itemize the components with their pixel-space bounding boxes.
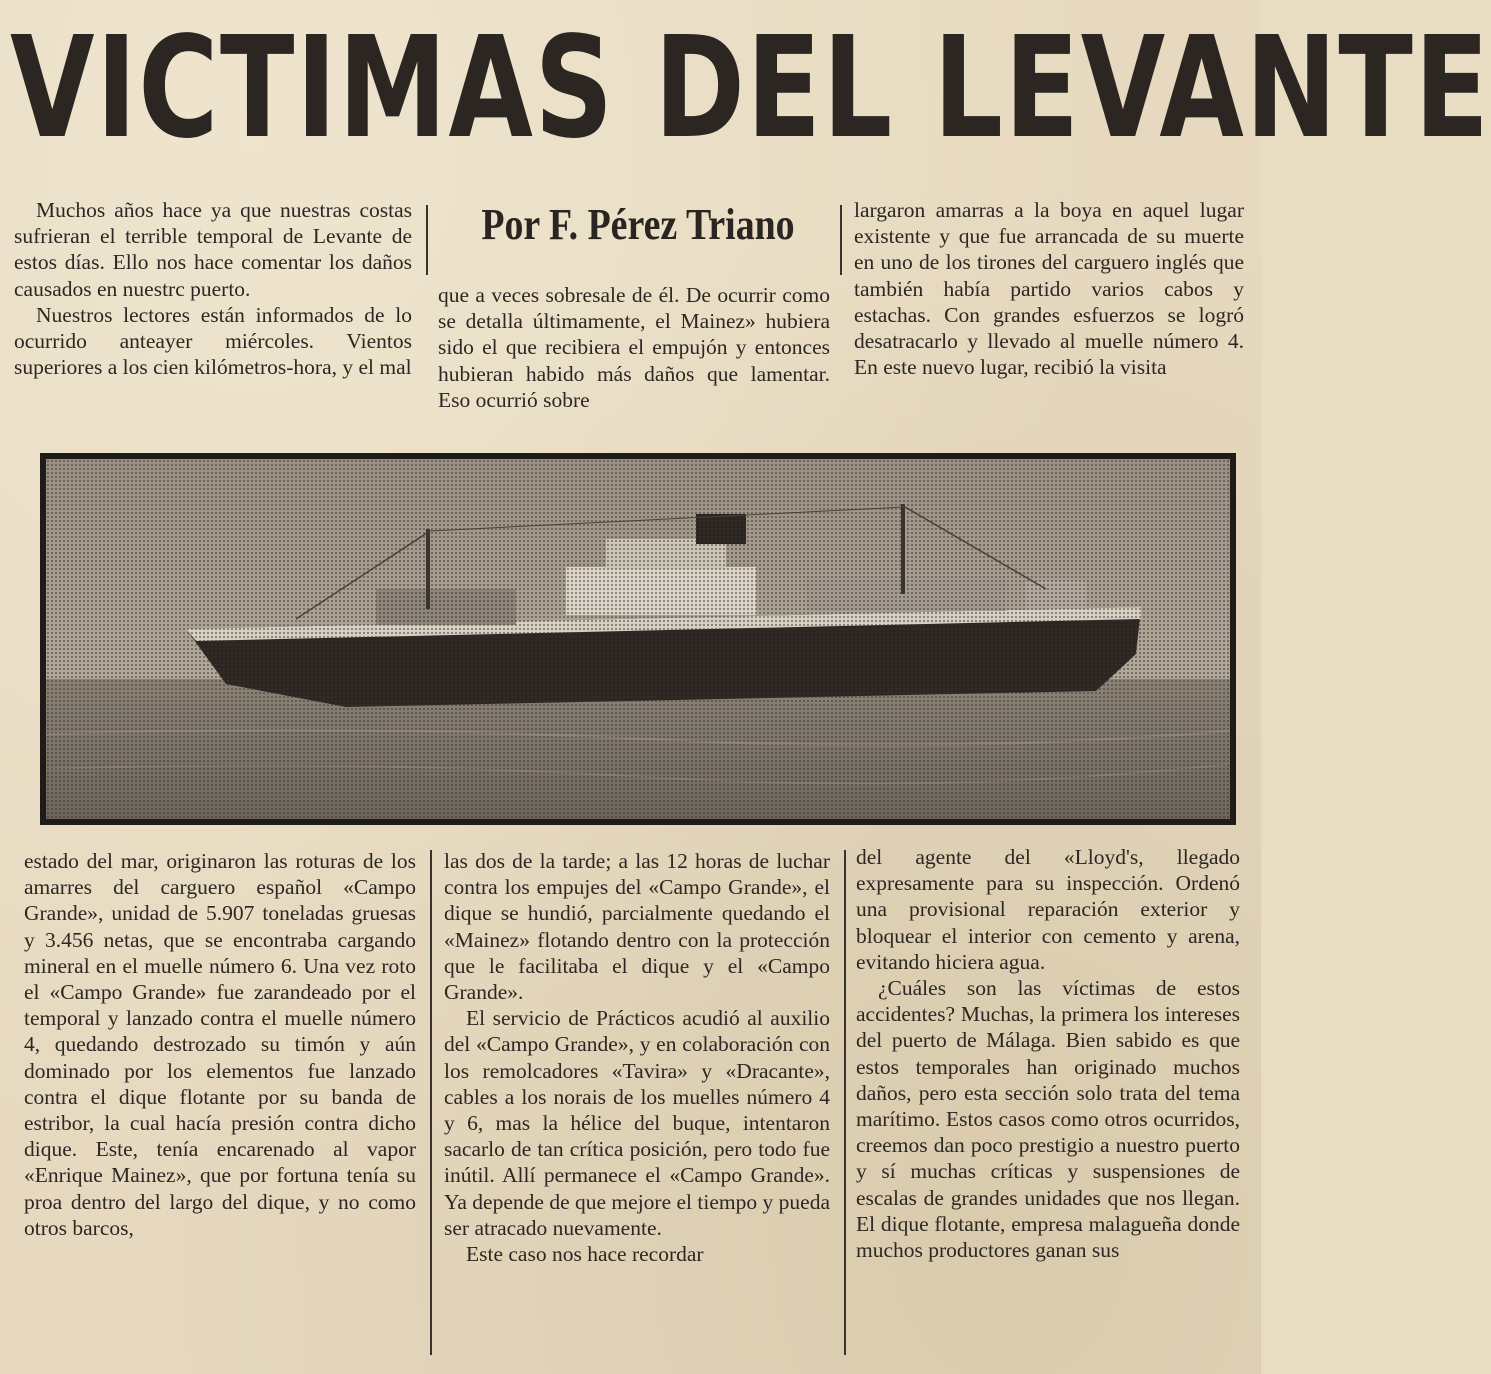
top-column-3 — [854, 197, 1244, 437]
cargo-ship-image — [46, 459, 1230, 819]
bottom-column-3 — [856, 844, 1240, 1358]
paragraph: estado del mar, originaron las roturas de los amarres del carguero español «Campo Grande», unidad de 5.907 toneladas gruesas y 3.456 netas, que se encontraba cargando mineral en el muelle número 6. Una vez roto el «Campo Grande» fue zarandeado por el temporal y lanzado contra el muelle número 4, quedando destrozado su timón y aún dominado por los elementos fue lanzado contra el dique flotante por su banda de estribor, la cual hacía presión contra dicho dique. Este, tenía encarenado al vapor «Enrique Mainez», que por fortuna tenía su proa dentro del largo del dique, y no como otros barcos, — [24, 849, 416, 1240]
top-column-2 — [438, 282, 830, 437]
top-column-1 — [14, 197, 412, 437]
paragraph: Este caso nos hace recordar — [466, 1242, 704, 1267]
paragraph: las dos de la tarde; a las 12 horas de luchar contra los empujes del «Campo Grande», el dique se hundió, parcialmente quedando el «Mainez» flotando dentro con la protección que le facilitaba el dique y el «Campo Grande». — [444, 849, 830, 1005]
byline: Por F. Pérez Triano — [481, 200, 795, 249]
ship-photo — [40, 453, 1236, 825]
paragraph: ¿Cuáles son las víctimas de estos accidentes? Muchas, la primera los intereses del puerto de Málaga. Bien sabido es que estos temporales han originado muchos daños, pero esta sección solo trata del tema marítimo. Estos casos como otros ocurridos, creemos dan poco prestigio a nuestro puerto y sí muchas críticas y suspensiones de escalas de grandes unidades que nos llegan. El dique flotante, empresa malagueña donde muchos productores ganan sus — [856, 976, 1240, 1263]
column-rule — [426, 205, 428, 275]
bottom-column-1 — [24, 848, 416, 1358]
paragraph: que a veces sobresale de él. De ocurrir como se detalla últimamente, el Mainez» hubiera sido el que recibiera el empujón y entonces hubieran habido más daños que lamentar. Eso ocurrió sobre — [438, 283, 830, 412]
paragraph: del agente del «Lloyd's, llegado expresamente para su inspección. Ordenó una provisional reparación exterior y bloquear el interior con cemento y arena, evitando hiciera agua. — [856, 845, 1240, 974]
column-rule — [840, 205, 842, 275]
headline: VICTIMAS DEL LEVANTE — [10, 7, 1491, 170]
paragraph: Muchos años hace ya que nuestras costas sufrieran el terrible temporal de Levante de estos días. Ello nos hace comentar los daños causados en nuestrc puerto. — [14, 198, 412, 301]
column-rule — [430, 850, 432, 1355]
paragraph: El servicio de Prácticos acudió al auxilio del «Campo Grande», y en colaboración con los remolcadores «Tavira» y «Dracante», cables a los norais de los muelles número 4 y 6, mas la hélice del buque, intentaron sacarlo de tan crítica posición, pero todo fue inútil. Allí permanece el «Campo Grande». Ya depende de que mejore el tiempo y pueda ser atracado nuevamente. — [444, 1006, 830, 1240]
paragraph: largaron amarras a la boya en aquel lugar existente y que fue arrancada de su muerte en uno de los tirones del carguero inglés que también había partido varios cabos y estachas. Con grandes esfuerzos se logró desatracarlo y llevado al muelle número 4. En este nuevo lugar, recibió la visita — [854, 198, 1244, 380]
paragraph: Nuestros lectores están informados de lo ocurrido anteayer miércoles. Vientos superiores a los cien kilómetros-hora, y el mal — [14, 302, 412, 380]
bottom-column-2 — [444, 848, 830, 1358]
column-rule — [844, 850, 846, 1355]
